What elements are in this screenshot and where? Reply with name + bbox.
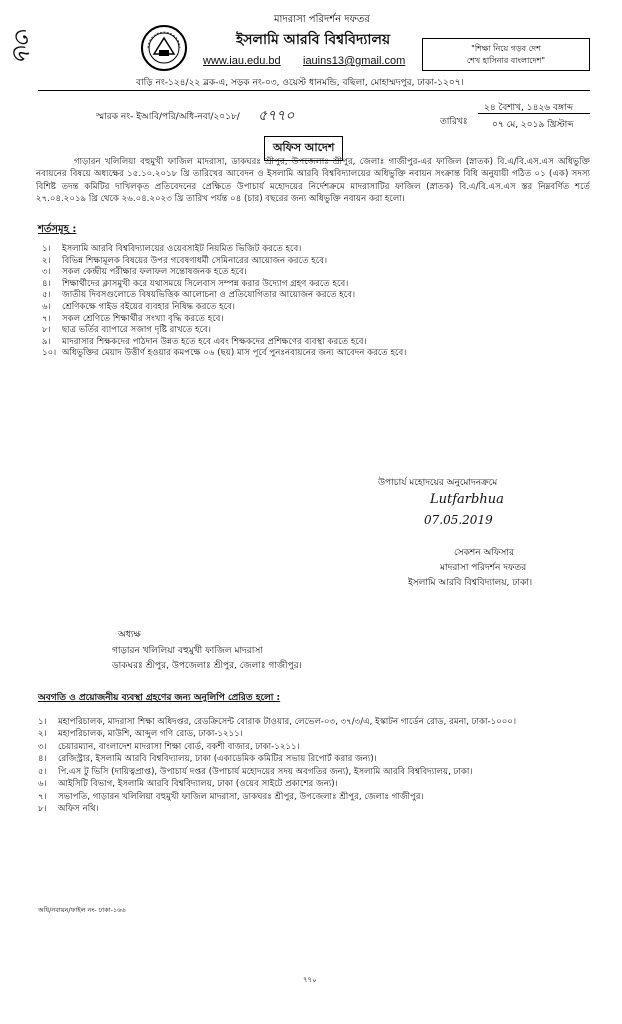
header-address: বাড়ি নং-১২৪/২২ ব্লক-এ, সড়ক নং-০৩, ওয়েস্ট ধানমন্ডি, বছিলা, মোহাম্মদপুর, ঢাকা-১২০৭।: [136, 78, 464, 88]
condition-item: [42, 267, 590, 279]
condition-item: [42, 256, 590, 268]
header-email[interactable]: iauins13@gmail.com: [303, 55, 406, 67]
condition-text: শ্রেণিকক্ষে গাইড বইয়ের ব্যবহার নিষিদ্ধ করতে হবে।: [62, 301, 235, 312]
margin-handwritten-mark: ৩৬: [6, 26, 36, 60]
condition-item: [42, 302, 590, 314]
condition-text: শিক্ষার্থীদের ক্লাসমুখী করে যথাসময়ে সিলেবাস সম্পন্ন করার উদ্যোগ গ্রহণ করতে হবে।: [62, 278, 349, 289]
header-divider: [38, 90, 590, 91]
cc-text: চেয়ারম্যান, বাংলাদেশ মাদরাসা শিক্ষা বোর্ড, বকশী বাজার, ঢাকা-১২১১।: [58, 741, 300, 752]
slogan-line-2: শেখ হাসিনার বাংলাদেশ": [466, 55, 546, 65]
signer-designation: সেকশন অফিসার: [454, 548, 514, 558]
condition-text: সকল শ্রেণিতে শিক্ষার্থীর সংখ্যা বৃদ্ধি করতে হবে।: [62, 313, 224, 324]
cc-text: মহাপরিচালক, মাদরাসা শিক্ষা অধিদপ্তর, রেডক্রিসেন্ট বোরাক টাওয়ার, লেভেল-০৩, ৩৭/৩/এ, ইস্কাটন গার্ডেন রোড, রমনা, ঢাকা-১০০০।: [58, 717, 517, 727]
date-english: ০৭ মে, ২০১৯ খ্রিস্টাব্দ: [492, 120, 574, 130]
cc-item: [38, 741, 590, 753]
slogan-line-1: "শিক্ষা নিয়ে গড়ব দেশ: [471, 44, 541, 53]
condition-number: ৯।: [42, 336, 51, 347]
cc-number: ৩।: [38, 741, 47, 752]
signer-office: মাদরাসা পরিদর্শন দফতর: [440, 563, 527, 573]
header-office: মাদরাসা পরিদর্শন দফতর: [274, 14, 370, 25]
condition-number: ১।: [42, 244, 51, 254]
memo-ref: ইআবি/পরি/অধি-নবা/২০১৮/: [136, 112, 240, 122]
date-label: তারিখঃ: [440, 117, 468, 127]
condition-number: ৬।: [42, 301, 51, 312]
recipient-address: ডাকঘরঃ শ্রীপুর, উপজেলাঃ শ্রীপুর, জেলাঃ গাজীপুর।: [112, 661, 302, 671]
conditions-heading: শর্তসমূহ :: [38, 224, 77, 235]
condition-item: [42, 279, 590, 291]
file-reference: অধি/নবায়ন/ফাইল নং- ঢাকা-১৬৬: [38, 906, 126, 914]
body-paragraph: গাড়ারন খলিলিয়া বহুমুখী ফাজিল মাদরাসা, ডাকঘরঃ শ্রীপুর, উপজেলাঃ শ্রীপুর, জেলাঃ গাজীপুর-এর ফাজিল (স্নাতক) বি.এ/বি.এস.এস অধিভুক্তি নবায়নের বিষয়ে অধ্যক্ষের ১৫.১০.২০১৮ খ্রি তারিখের আবেদন ও ইসলামি আরবি বিশ্ববিদ্যালয়ের অধিভুক্তি নবায়ন সংক্রান্ত বিধি অনুযায়ী গঠিত ০১ (এক) সদস্য বিশিষ্ট তদন্ত কমিটির দাখিলকৃত প্রতিবেদনের প্রেক্ষিতে উপাচার্য মহোদয়ের নির্দেশক্রমে মাদরাসাটির ফাজিল (স্নাতক) বি.এ/বি.এস.এস স্তর নিম্নবর্ণিত শর্তে ২৭.০৪.২০১৯ খ্রি থেকে ২৬.০৪.২০২৩ খ্রি তারিখ পর্যন্ত ০৪ (চার) বছরের জন্য অধিভুক্তি নবায়ন করা হলো।: [36, 157, 591, 205]
condition-number: ৩।: [42, 267, 51, 278]
cc-number: ১।: [38, 717, 47, 727]
condition-item: [42, 348, 590, 360]
cc-number: ২।: [38, 729, 47, 740]
cc-number: ৪।: [38, 754, 47, 765]
condition-item: [42, 337, 590, 349]
signer-university: ইসলামি আরবি বিশ্ববিদ্যালয়, ঢাকা।: [408, 578, 533, 588]
condition-number: ৫।: [42, 290, 51, 301]
signature-scribble: Lutfarbhua: [430, 492, 504, 507]
cc-item: [38, 716, 590, 728]
cc-text: মহাপরিচালক, মাউশি, আব্দুল গণি রোড, ঢাকা-১২১১।: [58, 729, 243, 740]
condition-text: মাদরাসার শিক্ষকদের পাঠদান উন্নত হতে হবে এবং শিক্ষকদের প্রশিক্ষণের ব্যবস্থা করতে হবে।: [62, 336, 367, 347]
condition-number: ৭।: [42, 313, 51, 324]
date-divider: [478, 113, 590, 114]
cc-text: আইসিটি বিভাগ, ইসলামি আরবি বিশ্ববিদ্যালয়, ঢাকা (ওয়েব সাইটে প্রকাশের জন্য)।: [58, 779, 338, 790]
recipient-title: অধ্যক্ষ: [118, 630, 141, 640]
approval-line: উপাচার্য মহোদয়ের অনুমোদনক্রমে: [378, 478, 498, 488]
office-order-title: অফিস আদেশ: [264, 136, 343, 161]
condition-text: ইসলামি আরবি বিশ্ববিদ্যালয়ের ওয়েবসাইট নিয়মিত ভিজিট করতে হবে।: [62, 244, 302, 254]
condition-text: ছাত্র ভর্তির ব্যাপারে সজাগ দৃষ্টি রাখতে হবে।: [62, 325, 211, 336]
cc-number: ৭।: [38, 791, 47, 802]
condition-item: [42, 244, 590, 256]
cc-number: ৮।: [38, 804, 47, 815]
header-website[interactable]: www.iau.edu.bd: [203, 55, 281, 67]
cc-item: [38, 803, 590, 815]
condition-text: সকল কেন্দ্রীয় পরীক্ষার ফলাফল সন্তোষজনক হতে হবে।: [62, 267, 247, 278]
memo-number: [96, 109, 240, 124]
cc-number: ৬।: [38, 779, 47, 790]
memo-handwritten-number: ৫৭৭০: [258, 108, 295, 124]
cc-list: [38, 716, 590, 816]
condition-item: [42, 325, 590, 337]
cc-item: [38, 728, 590, 740]
condition-item: [42, 290, 590, 302]
condition-text: অধিভুক্তির মেয়াদ উত্তীর্ণ হওয়ার কমপক্ষে ০৬ (ছয়) মাস পূর্বে পুনঃনবায়নের জন্য আবেদন করতে হবে।: [62, 348, 407, 359]
condition-number: ২।: [42, 255, 51, 266]
cc-text: সভাপতি, গাড়ারন খলিলিয়া বহুমুখী ফাজিল মাদরাসা, ডাকঘরঃ শ্রীপুর, উপজেলাঃ শ্রীপুর, জেলাঃ গাজীপুর।: [58, 791, 424, 802]
memo-label: স্মারক নং-: [96, 112, 134, 122]
page-number: ৭৭০: [303, 976, 317, 984]
cc-text: পি.এস টু ভিসি (দায়িত্বপ্রাপ্ত), উপাচার্য দপ্তর (উপাচার্য মহোদয়ের সদয় অবগতির জন্য), ইসলামি আরবি বিশ্ববিদ্যালয়, ঢাকা।: [58, 766, 473, 777]
cc-item: [38, 778, 590, 790]
header-university: ইসলামি আরবি বিশ্ববিদ্যালয়: [236, 32, 391, 48]
university-logo: [140, 24, 188, 72]
date-bangla: ২৪ বৈশাখ, ১৪২৬ বঙ্গাব্দ: [484, 103, 573, 113]
condition-item: [42, 314, 590, 326]
condition-number: ৪।: [42, 278, 51, 289]
cc-text: রেজিস্ট্রার, ইসলামি আরবি বিশ্ববিদ্যালয়, ঢাকা (একাডেমিক কমিটির সভায় রিপোর্ট করার জন্য)।: [58, 754, 377, 765]
cc-heading: অবগতি ও প্রয়োজনীয় ব্যবস্থা গ্রহণের জন্য অনুলিপি প্রেরিত হলো :: [38, 693, 281, 703]
cc-item: [38, 791, 590, 803]
cc-number: ৫।: [38, 766, 47, 777]
cc-item: [38, 753, 590, 765]
signature-date: 07.05.2019: [424, 513, 493, 527]
cc-text: অফিস নথি।: [58, 804, 99, 815]
condition-text: বিভিন্ন শিক্ষামূলক বিষয়ের উপর গবেষণাধর্মী সেমিনারের আয়োজন করতে হবে।: [62, 255, 328, 266]
condition-text: জাতীয় দিবসগুলোতে বিষয়ভিত্তিক আলোচনা ও প্রতিযোগিতার আয়োজন করতে হবে।: [62, 290, 356, 301]
condition-number: ১০।: [42, 348, 57, 359]
recipient-name: গাড়ারন খলিলিয়া বহুমুখী ফাজিল মাদরাসা: [112, 646, 263, 656]
cc-item: [38, 766, 590, 778]
condition-number: ৮।: [42, 325, 51, 336]
conditions-list: [42, 244, 590, 360]
slogan-box: [422, 38, 590, 71]
